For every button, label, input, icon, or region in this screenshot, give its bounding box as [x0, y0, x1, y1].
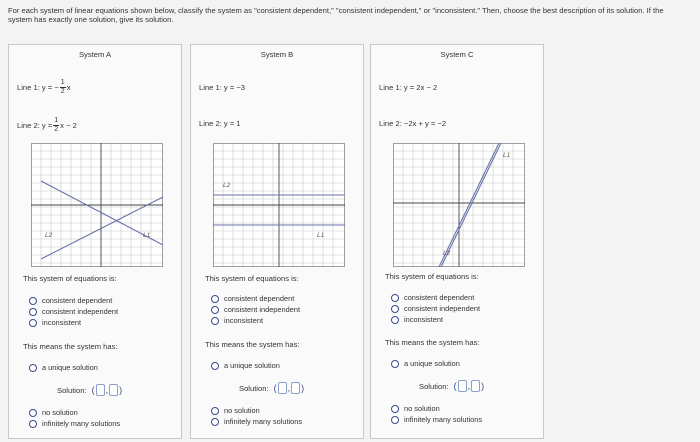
system-title: System C	[440, 50, 474, 59]
option-consistent-independent[interactable]: consistent independent	[211, 305, 300, 314]
system-c-panel	[370, 44, 544, 439]
graph-label: L1	[317, 232, 325, 239]
option-consistent-independent[interactable]: consistent independent	[391, 304, 480, 313]
radio-button[interactable]	[391, 316, 399, 324]
solution-question: This means the system has:	[205, 340, 300, 349]
classification-question: This system of equations is:	[23, 274, 117, 283]
line2-equation: Line 2: y = $\frac{1}{2}$ x − 2	[17, 117, 77, 133]
option-no-solution[interactable]: no solution	[391, 404, 440, 413]
system-title: System B	[260, 50, 294, 59]
instructions-text: For each system of linear equations shown below, classify the system as "consistent dependent," "consistent independent," or "inconsistent." Then, choose the best description of its solution. If the system has exactly one solution, give its solution.	[8, 6, 664, 24]
option-no-solution[interactable]: no solution	[211, 406, 260, 415]
system-a-panel	[8, 44, 182, 439]
line2-equation: Line 2: −2x + y = −2	[379, 119, 447, 128]
solution-answer-box[interactable]: ( , )	[91, 385, 123, 395]
option-inconsistent[interactable]: inconsistent	[211, 316, 263, 325]
radio-button[interactable]	[29, 319, 37, 327]
option-consistent-independent[interactable]: consistent independent	[29, 307, 118, 316]
radio-button[interactable]	[391, 405, 399, 413]
radio-button[interactable]	[211, 418, 219, 426]
radio-button[interactable]	[391, 305, 399, 313]
graph-label: L2	[45, 232, 53, 239]
system-graph	[213, 143, 345, 267]
solution-row: Solution: ( , )	[239, 383, 305, 393]
line1-equation: Line 1: y = −3	[199, 83, 246, 92]
solution-row: Solution: ( , )	[57, 385, 123, 395]
system-graph	[31, 143, 163, 267]
option-consistent-dependent[interactable]: consistent dependent	[391, 293, 474, 302]
option-consistent-dependent[interactable]: consistent dependent	[211, 294, 294, 303]
line1-equation: Line 1: y = − $\frac{1}{2}$ x	[17, 79, 71, 95]
option-unique-solution[interactable]: a unique solution	[391, 359, 460, 368]
radio-button[interactable]	[211, 317, 219, 325]
radio-button[interactable]	[29, 420, 37, 428]
radio-button[interactable]	[391, 360, 399, 368]
solution-answer-box[interactable]: ( , )	[273, 383, 305, 393]
radio-button[interactable]	[29, 308, 37, 316]
classification-question: This system of equations is:	[385, 272, 479, 281]
radio-button[interactable]	[391, 416, 399, 424]
option-infinitely-many[interactable]: infinitely many solutions	[29, 419, 120, 428]
radio-button[interactable]	[391, 294, 399, 302]
option-consistent-dependent[interactable]: consistent dependent	[29, 296, 112, 305]
option-infinitely-many[interactable]: infinitely many solutions	[391, 415, 482, 424]
system-b-panel	[190, 44, 364, 439]
radio-button[interactable]	[29, 297, 37, 305]
graph-label: L1	[503, 152, 511, 159]
radio-button[interactable]	[211, 362, 219, 370]
solution-question: This means the system has:	[385, 338, 480, 347]
radio-button[interactable]	[211, 407, 219, 415]
option-unique-solution[interactable]: a unique solution	[29, 363, 98, 372]
option-unique-solution[interactable]: a unique solution	[211, 361, 280, 370]
line2-equation: Line 2: y = 1	[199, 119, 241, 128]
radio-button[interactable]	[29, 409, 37, 417]
option-inconsistent[interactable]: inconsistent	[29, 318, 81, 327]
option-no-solution[interactable]: no solution	[29, 408, 78, 417]
graph-label: L2	[223, 182, 231, 189]
solution-question: This means the system has:	[23, 342, 118, 351]
system-graph	[393, 143, 525, 267]
radio-button[interactable]	[211, 295, 219, 303]
solution-answer-box[interactable]: ( , )	[453, 381, 485, 391]
option-infinitely-many[interactable]: infinitely many solutions	[211, 417, 302, 426]
solution-row: Solution: ( , )	[419, 381, 485, 391]
graph-label: L2	[443, 250, 451, 257]
classification-question: This system of equations is:	[205, 274, 299, 283]
option-inconsistent[interactable]: inconsistent	[391, 315, 443, 324]
graph-label: L1	[143, 232, 151, 239]
system-title: System A	[78, 50, 112, 59]
radio-button[interactable]	[211, 306, 219, 314]
radio-button[interactable]	[29, 364, 37, 372]
line1-equation: Line 1: y = 2x − 2	[379, 83, 438, 92]
